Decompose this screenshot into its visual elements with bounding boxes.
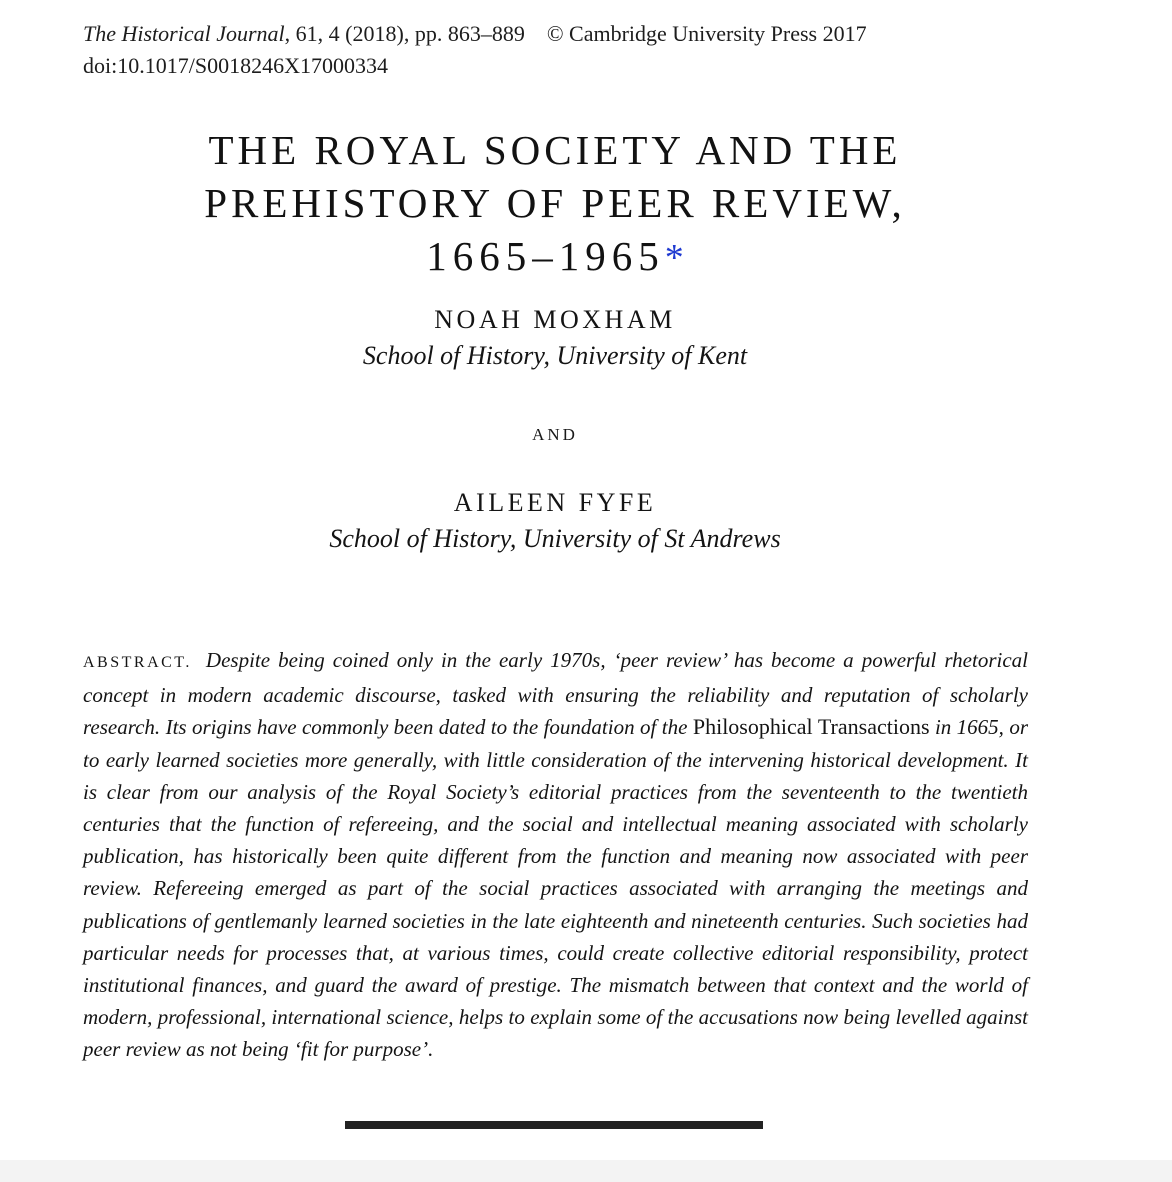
abstract-text-part-1: Despite being coined only in the early 1970s, ‘peer review’ has become a powerful rhetorical concept in modern academic discourse, tasked with ensuring the reliability and reputation of scholarly research. Its origins have commonly been dated to the foundation of the xyxy=(83,648,1029,740)
footnote-link[interactable]: * xyxy=(664,237,684,279)
title-line-1: THE ROYAL SOCIETY AND THE xyxy=(208,127,902,173)
author-2 xyxy=(0,486,1110,558)
doi-line[interactable]: doi:10.1017/S0018246X17000334 xyxy=(83,53,388,78)
abstract-text-part-2: in 1665, or to early learned societies more generally, with little consideration of the intervening historical development. It is clear from our analysis of the Royal Society’s editorial practices from the seventeenth to the twentieth centuries that the function of refereeing, and the social and intellectual meaning associated with scholarly publication, has historically been quite different from the function and meaning now associated with peer review. Refereeing emerged as part of the social practices associated with arranging the meetings and publications of gentlemanly learned societies in the late eighteenth and nineteenth centuries. Such societies had particular needs for processes that, at various times, could create collective editorial responsibility, protect institutional finances, and guard the award of prestige. The mismatch between that context and the world of modern, professional, international science, helps to explain some of the accusations now being levelled against peer review as not being ‘fit for purpose’. xyxy=(83,715,1029,1062)
author-separator: AND xyxy=(532,425,578,444)
author-affiliation: School of History, University of St Andrews xyxy=(329,524,781,553)
author-name: NOAH MOXHAM xyxy=(434,305,676,334)
author-name: AILEEN FYFE xyxy=(453,488,657,517)
section-divider xyxy=(345,1121,763,1129)
title-line-3: 1665–1965 xyxy=(426,233,665,279)
volume-pages: , 61, 4 (2018), pp. 863–889 xyxy=(284,21,525,46)
title-line-2: PREHISTORY OF PEER REVIEW, xyxy=(204,180,906,226)
citation-header xyxy=(83,18,867,82)
citation-line xyxy=(83,18,867,50)
viewer-bottom-edge xyxy=(0,1160,1172,1182)
abstract-journal-title: Philosophical Transactions xyxy=(692,714,930,740)
author-1 xyxy=(0,303,1110,375)
author-affiliation: School of History, University of Kent xyxy=(362,341,748,370)
article-title xyxy=(0,124,1110,285)
abstract-label: ABSTRACT. xyxy=(83,654,192,671)
copyright-notice: © Cambridge University Press 2017 xyxy=(546,21,867,46)
journal-name: The Historical Journal xyxy=(83,21,285,46)
abstract xyxy=(83,644,1028,1066)
